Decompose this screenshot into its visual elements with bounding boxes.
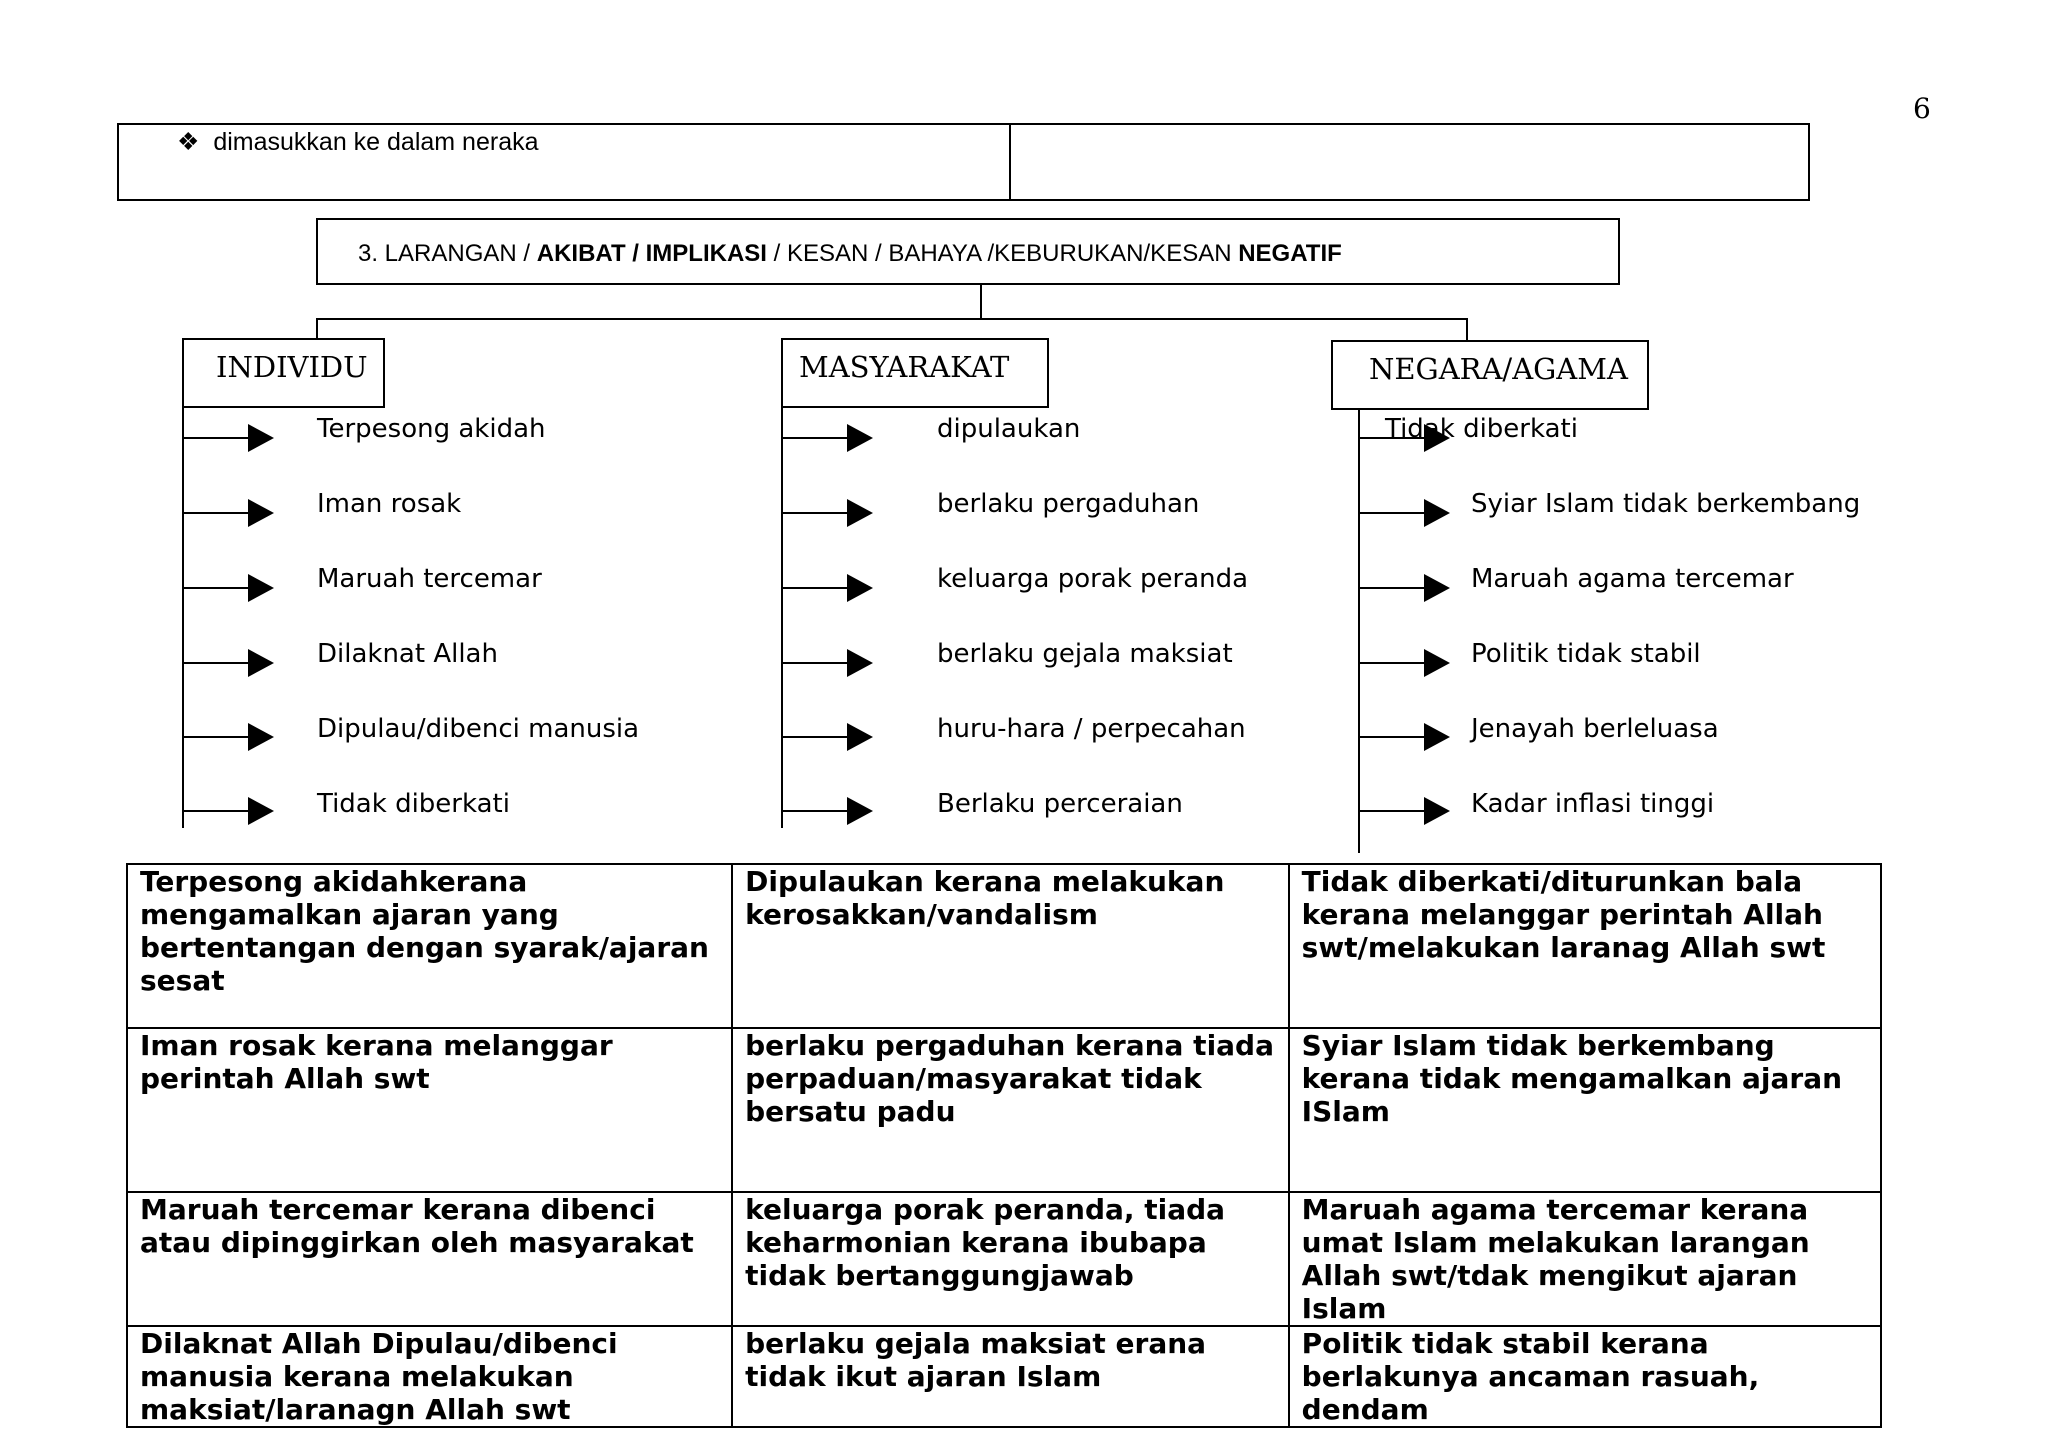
title-part-4: NEGATIF <box>1238 240 1342 267</box>
arrow-icon <box>783 437 871 439</box>
individu-item: Dipulau/dibenci manusia <box>317 714 640 744</box>
title-part-3: / KESAN / BAHAYA /KEBURUKAN/KESAN <box>766 240 1239 267</box>
negara-item: Syiar Islam tidak berkembang <box>1471 489 1861 519</box>
individu-item: Tidak diberkati <box>317 789 510 819</box>
branch-drop-individu <box>316 318 318 340</box>
top-table-left-text: dimasukkan ke dalam neraka <box>213 128 539 156</box>
negara-item: Jenayah berleluasa <box>1471 714 1719 744</box>
arrow-icon <box>1360 662 1448 664</box>
category-box-masyarakat <box>781 338 1049 408</box>
masyarakat-item: Berlaku perceraian <box>937 789 1183 819</box>
masyarakat-item: keluarga porak peranda <box>937 564 1249 594</box>
table-cell: berlaku pergaduhan kerana tiada perpaduan/masyarakat tidak bersatu padu <box>732 1028 1289 1192</box>
individu-item: Dilaknat Allah <box>317 639 498 669</box>
table-cell: Terpesong akidahkerana mengamalkan ajaran yang bertentangan dengan syarak/ajaran sesat <box>127 864 732 1028</box>
title-part-1: 3. LARANGAN / <box>358 240 537 267</box>
title-connector <box>980 285 982 319</box>
table-divider <box>1009 125 1011 199</box>
category-label: MASYARAKAT <box>799 350 1010 384</box>
individu-item: Iman rosak <box>317 489 462 519</box>
spine-individu <box>182 385 184 828</box>
top-table-left-cell <box>177 127 539 157</box>
arrow-icon <box>184 512 272 514</box>
branch-line <box>316 318 1468 320</box>
arrow-icon <box>184 587 272 589</box>
table-cell: Maruah agama tercemar kerana umat Islam melakukan larangan Allah swt/tdak mengikut ajaran Islam <box>1289 1192 1881 1326</box>
negara-item: Politik tidak stabil <box>1471 639 1701 669</box>
arrow-icon <box>184 736 272 738</box>
arrow-icon <box>1360 587 1448 589</box>
negara-item: Maruah agama tercemar <box>1471 564 1794 594</box>
arrow-icon <box>1360 810 1448 812</box>
table-row <box>127 1192 1881 1326</box>
table-cell: Syiar Islam tidak berkembang kerana tidak mengamalkan ajaran ISlam <box>1289 1028 1881 1192</box>
masyarakat-item: berlaku gejala maksiat <box>937 639 1233 669</box>
table-cell: Tidak diberkati/diturunkan bala kerana melanggar perintah Allah swt/melakukan laranag Allah swt <box>1289 864 1881 1028</box>
arrow-icon <box>783 512 871 514</box>
category-label: NEGARA/AGAMA <box>1369 352 1628 386</box>
section-title <box>316 218 1620 285</box>
arrow-icon <box>783 736 871 738</box>
arrow-icon <box>184 662 272 664</box>
top-table <box>117 123 1810 201</box>
table-row <box>127 864 1881 1028</box>
arrow-icon <box>184 437 272 439</box>
masyarakat-item: huru-hara / perpecahan <box>937 714 1246 744</box>
table-row <box>127 1326 1881 1427</box>
page-number: 6 <box>1913 92 1931 125</box>
detail-table <box>126 863 1882 1428</box>
table-cell: Iman rosak kerana melanggar perintah Allah swt <box>127 1028 732 1192</box>
arrow-icon <box>783 810 871 812</box>
arrow-icon <box>184 810 272 812</box>
individu-item: Terpesong akidah <box>317 414 546 444</box>
branch-drop-negara <box>1466 318 1468 340</box>
negara-item: Tidak diberkati <box>1385 414 1578 444</box>
negara-item: Kadar inflasi tinggi <box>1471 789 1715 819</box>
masyarakat-item: berlaku pergaduhan <box>937 489 1200 519</box>
table-cell: Dipulaukan kerana melakukan kerosakkan/vandalism <box>732 864 1289 1028</box>
arrow-icon <box>1360 512 1448 514</box>
arrow-icon <box>783 662 871 664</box>
table-row <box>127 1028 1881 1192</box>
masyarakat-item: dipulaukan <box>937 414 1081 444</box>
individu-item: Maruah tercemar <box>317 564 542 594</box>
table-cell: Dilaknat Allah Dipulau/dibenci manusia kerana melakukan maksiat/laranagn Allah swt <box>127 1326 732 1427</box>
arrow-icon <box>783 587 871 589</box>
table-cell: berlaku gejala maksiat erana tidak ikut ajaran Islam <box>732 1326 1289 1427</box>
title-part-2: AKIBAT / IMPLIKASI <box>536 240 767 267</box>
table-cell: Politik tidak stabil kerana berlakunya ancaman rasuah, dendam <box>1289 1326 1881 1427</box>
spine-masyarakat <box>781 385 783 828</box>
category-label: INDIVIDU <box>216 350 368 384</box>
category-box-negara-agama <box>1331 340 1649 410</box>
arrow-icon <box>1360 736 1448 738</box>
table-cell: keluarga porak peranda, tiada keharmonian kerana ibubapa tidak bertanggungjawab <box>732 1192 1289 1326</box>
spine-negara-agama <box>1358 410 1360 853</box>
category-box-individu <box>182 338 385 408</box>
bullet-icon: ❖ <box>177 128 200 156</box>
table-cell: Maruah tercemar kerana dibenci atau dipinggirkan oleh masyarakat <box>127 1192 732 1326</box>
